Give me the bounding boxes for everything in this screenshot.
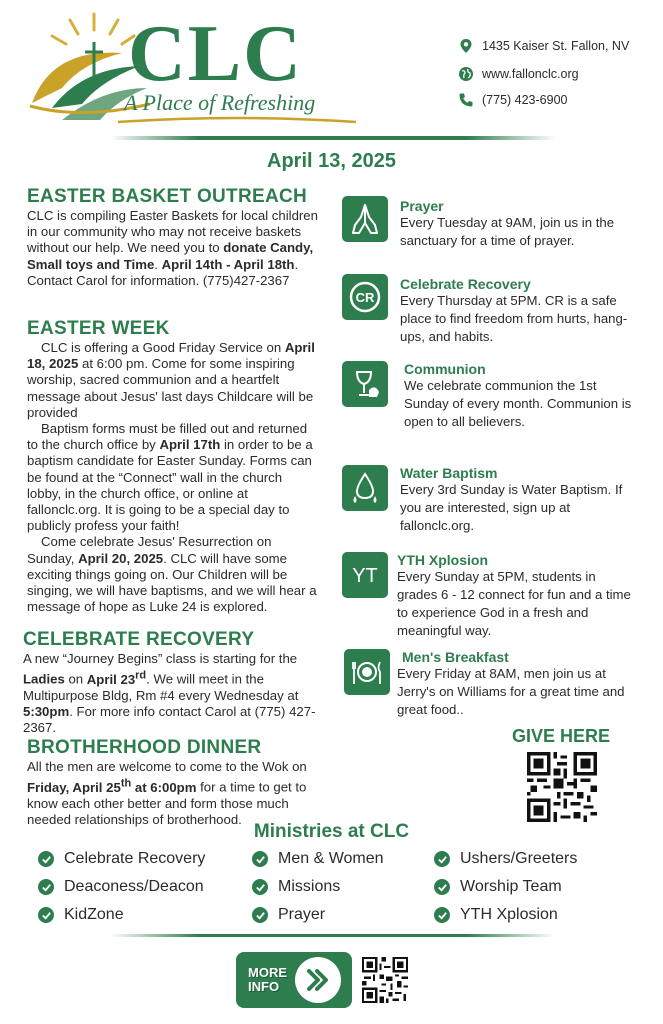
yt-logo-icon	[342, 552, 388, 598]
ministry-cr-text: Every Thursday at 5PM. CR is a safe place to find freedom from hurts, hang-ups, and habits.	[400, 293, 628, 344]
globe-icon	[458, 66, 474, 82]
easter-week-p3-c: . CLC will have some exciting things going on. Our Children will be singing, we will have baptisms, and we will hear a message of hope as Luke 24 is explored.	[27, 550, 317, 615]
logo-text: CLC	[128, 10, 303, 98]
ministry-prayer-text: Every Tuesday at 9AM, join us in the sanctuary for a time of prayer.	[400, 215, 615, 248]
logo-tagline: A Place of Refreshing	[124, 90, 316, 115]
easter-basket-text	[27, 208, 327, 289]
brotherhood-section	[27, 737, 327, 828]
ministry-list-label: Deaconess/Deacon	[64, 878, 204, 895]
check-icon	[252, 907, 268, 923]
check-icon	[252, 879, 268, 895]
check-icon	[434, 879, 450, 895]
ministry-list-label: Worship Team	[460, 878, 562, 895]
give-here-label: GIVE HERE	[512, 726, 611, 746]
easter-week-p2-date: April 17th	[159, 437, 221, 453]
ministry-list-label: KidZone	[64, 906, 124, 923]
ministry-list-item	[38, 850, 205, 868]
celebrate-recovery-text	[23, 651, 323, 736]
ministry-list-label: YTH Xplosion	[460, 906, 558, 923]
ministry-list-label: Ushers/Greeters	[460, 850, 578, 867]
phone-icon	[458, 92, 474, 108]
phone-number[interactable]: (775) 423-6900	[482, 93, 568, 107]
cr-date-sup: rd	[135, 669, 147, 682]
easter-basket-text-2: .	[154, 256, 162, 272]
more-info-button[interactable]	[236, 952, 352, 1008]
easter-basket-donate: donate Candy, Small toys and Time	[27, 240, 314, 272]
ministry-baptism-title: Water Baptism	[400, 465, 498, 481]
easter-basket-title: EASTER BASKET OUTREACH	[27, 186, 308, 207]
cr-time: 5:30pm	[23, 704, 70, 719]
praying-hands-icon	[342, 196, 388, 242]
brotherhood-text	[27, 759, 327, 828]
brotherhood-time: at 6:00pm	[131, 779, 197, 795]
give-qr-code[interactable]	[527, 752, 597, 822]
check-icon	[38, 907, 54, 923]
easter-basket-section	[27, 186, 327, 289]
communion-cup-icon	[342, 361, 388, 407]
ministry-communion-text: We celebrate communion the 1st Sunday of every month. Communion is open to all believers.	[404, 378, 632, 429]
cr-icon-text: CR	[355, 290, 375, 305]
more-info-qr-code[interactable]	[362, 957, 408, 1003]
map-pin-icon	[458, 38, 474, 54]
easter-week-p2-a: Baptism forms must be filled out and returned to the church office by	[27, 421, 308, 453]
logo	[22, 8, 362, 126]
brotherhood-date-text: Friday, April 25	[27, 779, 121, 795]
dinner-plate-icon	[344, 649, 390, 695]
cr-ladies: Ladies	[23, 671, 65, 687]
more-info-line1: MORE	[248, 965, 287, 980]
easter-week-p1-c: at 6:00 pm. Come for some inspiring worship, sacred communion and a heartfelt message about Jesus' last days Childcare will be provided	[27, 356, 314, 420]
celebrate-recovery-section	[23, 629, 323, 736]
ministry-yth-title: YTH Xplosion	[397, 552, 488, 568]
cr-logo-icon	[342, 274, 388, 320]
ministry-prayer-title: Prayer	[400, 198, 444, 214]
brotherhood-text-2: for a time to get to know each other better and form those much needed relationships of brotherhood.	[27, 779, 307, 827]
ministry-list-item	[434, 906, 558, 924]
cr-date-text: April 23	[86, 671, 136, 687]
easter-week-p2-c: in order to be a baptism candidate for Easter Sunday. Forms can be found at the “Connect” wall in the church lobby, in the church office, or online at fallonclc.org. It is going to be a special day to publicly profess your faith!	[27, 437, 313, 534]
cr-text-2: on	[64, 671, 87, 687]
cr-text-1: A new “Journey Begins” class is starting for the	[23, 651, 298, 666]
easter-week-title: EASTER WEEK	[27, 318, 170, 339]
newsletter-date: April 13, 2025	[267, 150, 396, 172]
check-icon	[434, 851, 450, 867]
logo-underline	[118, 116, 358, 126]
ministry-list-item	[434, 850, 577, 868]
ministry-list-item	[38, 906, 124, 924]
ministry-list-item	[252, 850, 384, 868]
brotherhood-title: BROTHERHOOD DINNER	[27, 737, 262, 758]
phone[interactable]	[458, 92, 567, 108]
ministry-list-item	[252, 906, 325, 924]
ministry-list-label: Missions	[278, 878, 341, 895]
yt-icon-text: YT	[352, 565, 378, 587]
easter-week-p1-date: April 18, 2025	[27, 340, 315, 372]
header-divider	[110, 136, 555, 140]
check-icon	[38, 879, 54, 895]
more-info-line2: INFO	[248, 979, 280, 994]
ministry-list-label: Celebrate Recovery	[64, 850, 206, 867]
ministry-list-label: Men & Women	[278, 850, 384, 867]
ministry-breakfast-text: Every Friday at 8AM, men join us at Jerry's on Williams for a great time and great food..	[397, 666, 625, 717]
ministries-title: Ministries at CLC	[253, 821, 410, 842]
ministry-cr-title: Celebrate Recovery	[400, 276, 531, 292]
check-icon	[38, 851, 54, 867]
website[interactable]	[458, 66, 579, 82]
easter-week-p1-a: CLC is offering a Good Friday Service on	[41, 340, 285, 355]
ministry-breakfast-title: Men's Breakfast	[402, 649, 509, 665]
ministry-list-item	[434, 878, 562, 896]
ministry-list-label: Prayer	[278, 906, 326, 923]
easter-week-p3-date: April 20, 2025	[78, 550, 164, 566]
celebrate-recovery-title: CELEBRATE RECOVERY	[23, 629, 255, 650]
water-drops-icon	[342, 465, 388, 511]
website-link[interactable]: www.fallonclc.org	[482, 67, 579, 81]
ministry-baptism-text: Every 3rd Sunday is Water Baptism. If you are interested, sign up at fallonclc.org.	[400, 482, 623, 533]
brotherhood-date-sup: th	[120, 777, 132, 790]
easter-week-p3-a: Come celebrate Jesus' Resurrection on Sunday,	[27, 534, 272, 566]
cr-text-3: . We will meet in the Multipurpose Bldg, Rm #4 every Wednesday at	[23, 671, 299, 703]
check-icon	[252, 851, 268, 867]
ministry-yth-text: Every Sunday at 5PM, students in grades 6 - 12 connect for fun and a time to experience God in a fresh and meaningful way.	[397, 569, 631, 638]
easter-basket-dates: April 14th - April 18th	[161, 256, 295, 272]
cr-text-4: . For more info contact Carol at (775) 427-2367.	[23, 704, 316, 736]
chevrons-right-icon	[295, 957, 341, 1003]
ministry-list-item	[38, 878, 204, 896]
footer-divider	[110, 934, 555, 937]
easter-week-text	[27, 340, 319, 615]
easter-week-section	[27, 318, 319, 615]
address-text: 1435 Kaiser St. Fallon, NV	[482, 39, 630, 53]
brotherhood-date	[27, 777, 197, 795]
brotherhood-text-1: All the men are welcome to come to the Wok on	[27, 759, 307, 774]
address	[458, 38, 629, 54]
more-info-label	[248, 966, 287, 994]
cr-date	[86, 669, 147, 687]
ministry-list-item	[252, 878, 340, 896]
easter-basket-text-3: . Contact Carol for information. (775)427-2367	[27, 256, 299, 288]
easter-basket-text-1: CLC is compiling Easter Baskets for local children in our community who may not receive baskets without our help. We need you to	[27, 208, 318, 256]
ministry-communion-title: Communion	[404, 361, 486, 377]
check-icon	[434, 907, 450, 923]
